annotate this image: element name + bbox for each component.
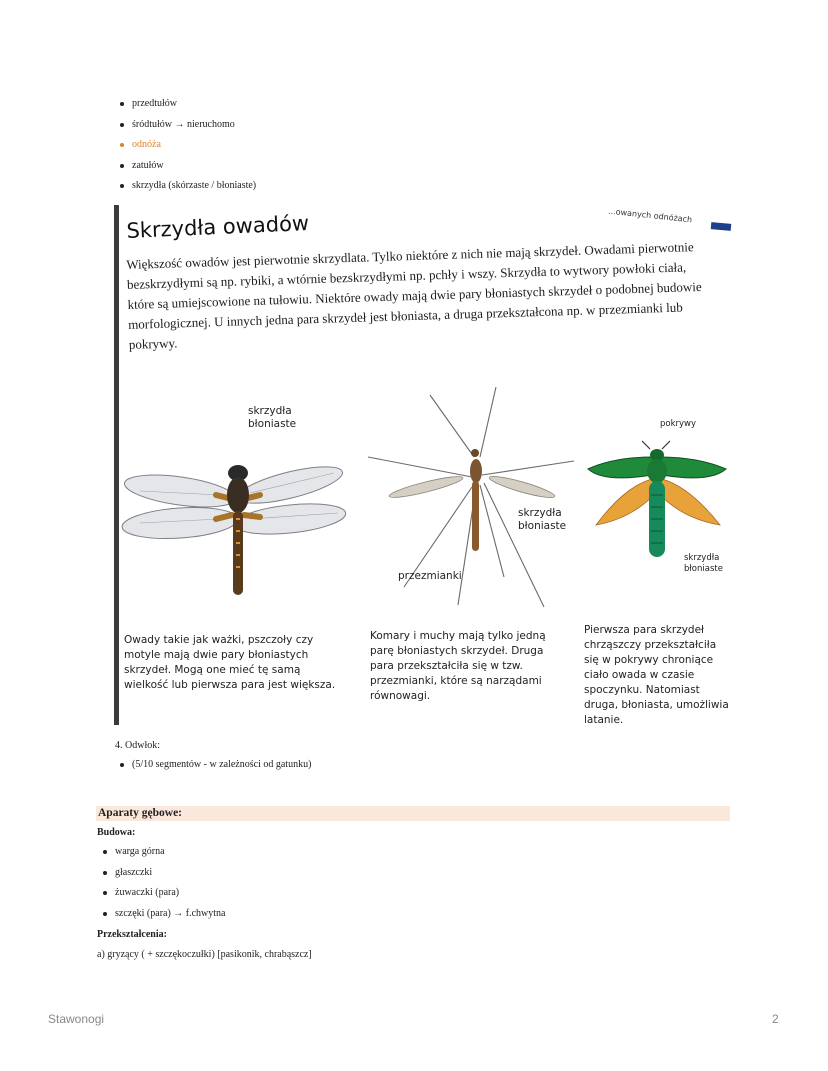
list-item: (5/10 segmentów - w zależności od gatunku) — [118, 755, 311, 776]
caption-dragonfly: Owady takie jak ważki, pszczoły czy motyle mają dwie pary błoniastych skrzydeł. Mogą one mieć tę samą wielkość lub pierwsza para jest większa. — [124, 634, 336, 691]
list-item: szczęki (para) → f.chwytna — [101, 904, 226, 925]
figure-paragraph: Większość owadów jest pierwotnie skrzydlata. Tylko niektóre z nich nie mają skrzydeł. Owadami pierwotnie bezskrzydłymi są np. rybiki, a wtórnie bezskrzydłymi np. pchły i wszy. Skrzydła to wytwory powłoki ciała, które są umiejscowione na tułowiu. Niektóre owady mają dwie pary błoniastych skrzydeł o podobnej budowie morfologicznej. U innych jedna para skrzydeł jest błoniasta, a druga przekształcona np. w przezmianki lub pokrywy. — [126, 239, 702, 352]
textbook-figure — [114, 205, 732, 725]
label-elytra: pokrywy — [660, 419, 697, 429]
dragonfly-illustration — [120, 453, 352, 601]
label-beetle-wings: skrzydła błoniaste — [684, 553, 723, 574]
section-heading-aparaty: Aparaty gębowe: — [96, 806, 730, 821]
budowa-label: Budowa: — [97, 827, 136, 838]
odwlok-list — [118, 755, 311, 776]
top-bullet-list — [118, 94, 256, 197]
list-item-highlighted: odnóża — [118, 135, 256, 156]
list-item: śródtułów → nieruchomo — [118, 115, 256, 136]
label-halteres: przezmianki — [398, 570, 462, 582]
page-edge-shadow — [114, 205, 119, 725]
przeksztalcenia-text: a) gryzący ( + szczękoczułki) [pasikonik, chrabąszcz] — [97, 949, 312, 960]
list-item: przedtułów — [118, 94, 256, 115]
figure-title: Skrzydła owadów — [126, 211, 310, 243]
list-item: głaszczki — [101, 863, 226, 884]
figure-header-small: ...owanych odnóżach — [607, 206, 693, 225]
caption-beetle: Pierwsza para skrzydeł chrząszczy przekształciła się w pokrywy chroniące ciało owada w czasie spoczynku. Natomiast druga, błoniasta, umożliwia latanie. — [584, 624, 729, 726]
przeksztalcenia-label: Przekształcenia: — [97, 929, 167, 940]
label-mosquito-wings: skrzydła błoniaste — [518, 507, 567, 532]
budowa-list — [101, 842, 226, 924]
list-item: warga górna — [101, 842, 226, 863]
beetle-illustration — [584, 435, 730, 565]
label-dragonfly-wings: skrzydła błoniaste — [248, 405, 297, 430]
page-number: 2 — [772, 1012, 779, 1026]
caption-mosquito: Komary i muchy mają tylko jedną parę błoniastych skrzydeł. Druga para przekształciła się w tzw. przezmianki, które są narządami równowagi. — [370, 630, 546, 702]
list-item: zatułów — [118, 156, 256, 177]
footer-title: Stawonogi — [48, 1012, 105, 1026]
list-item: żuwaczki (para) — [101, 883, 226, 904]
figure-header-bar — [711, 222, 732, 231]
odwlok-heading: 4. Odwłok: — [115, 740, 160, 751]
list-item: skrzydła (skórzaste / błoniaste) — [118, 176, 256, 197]
